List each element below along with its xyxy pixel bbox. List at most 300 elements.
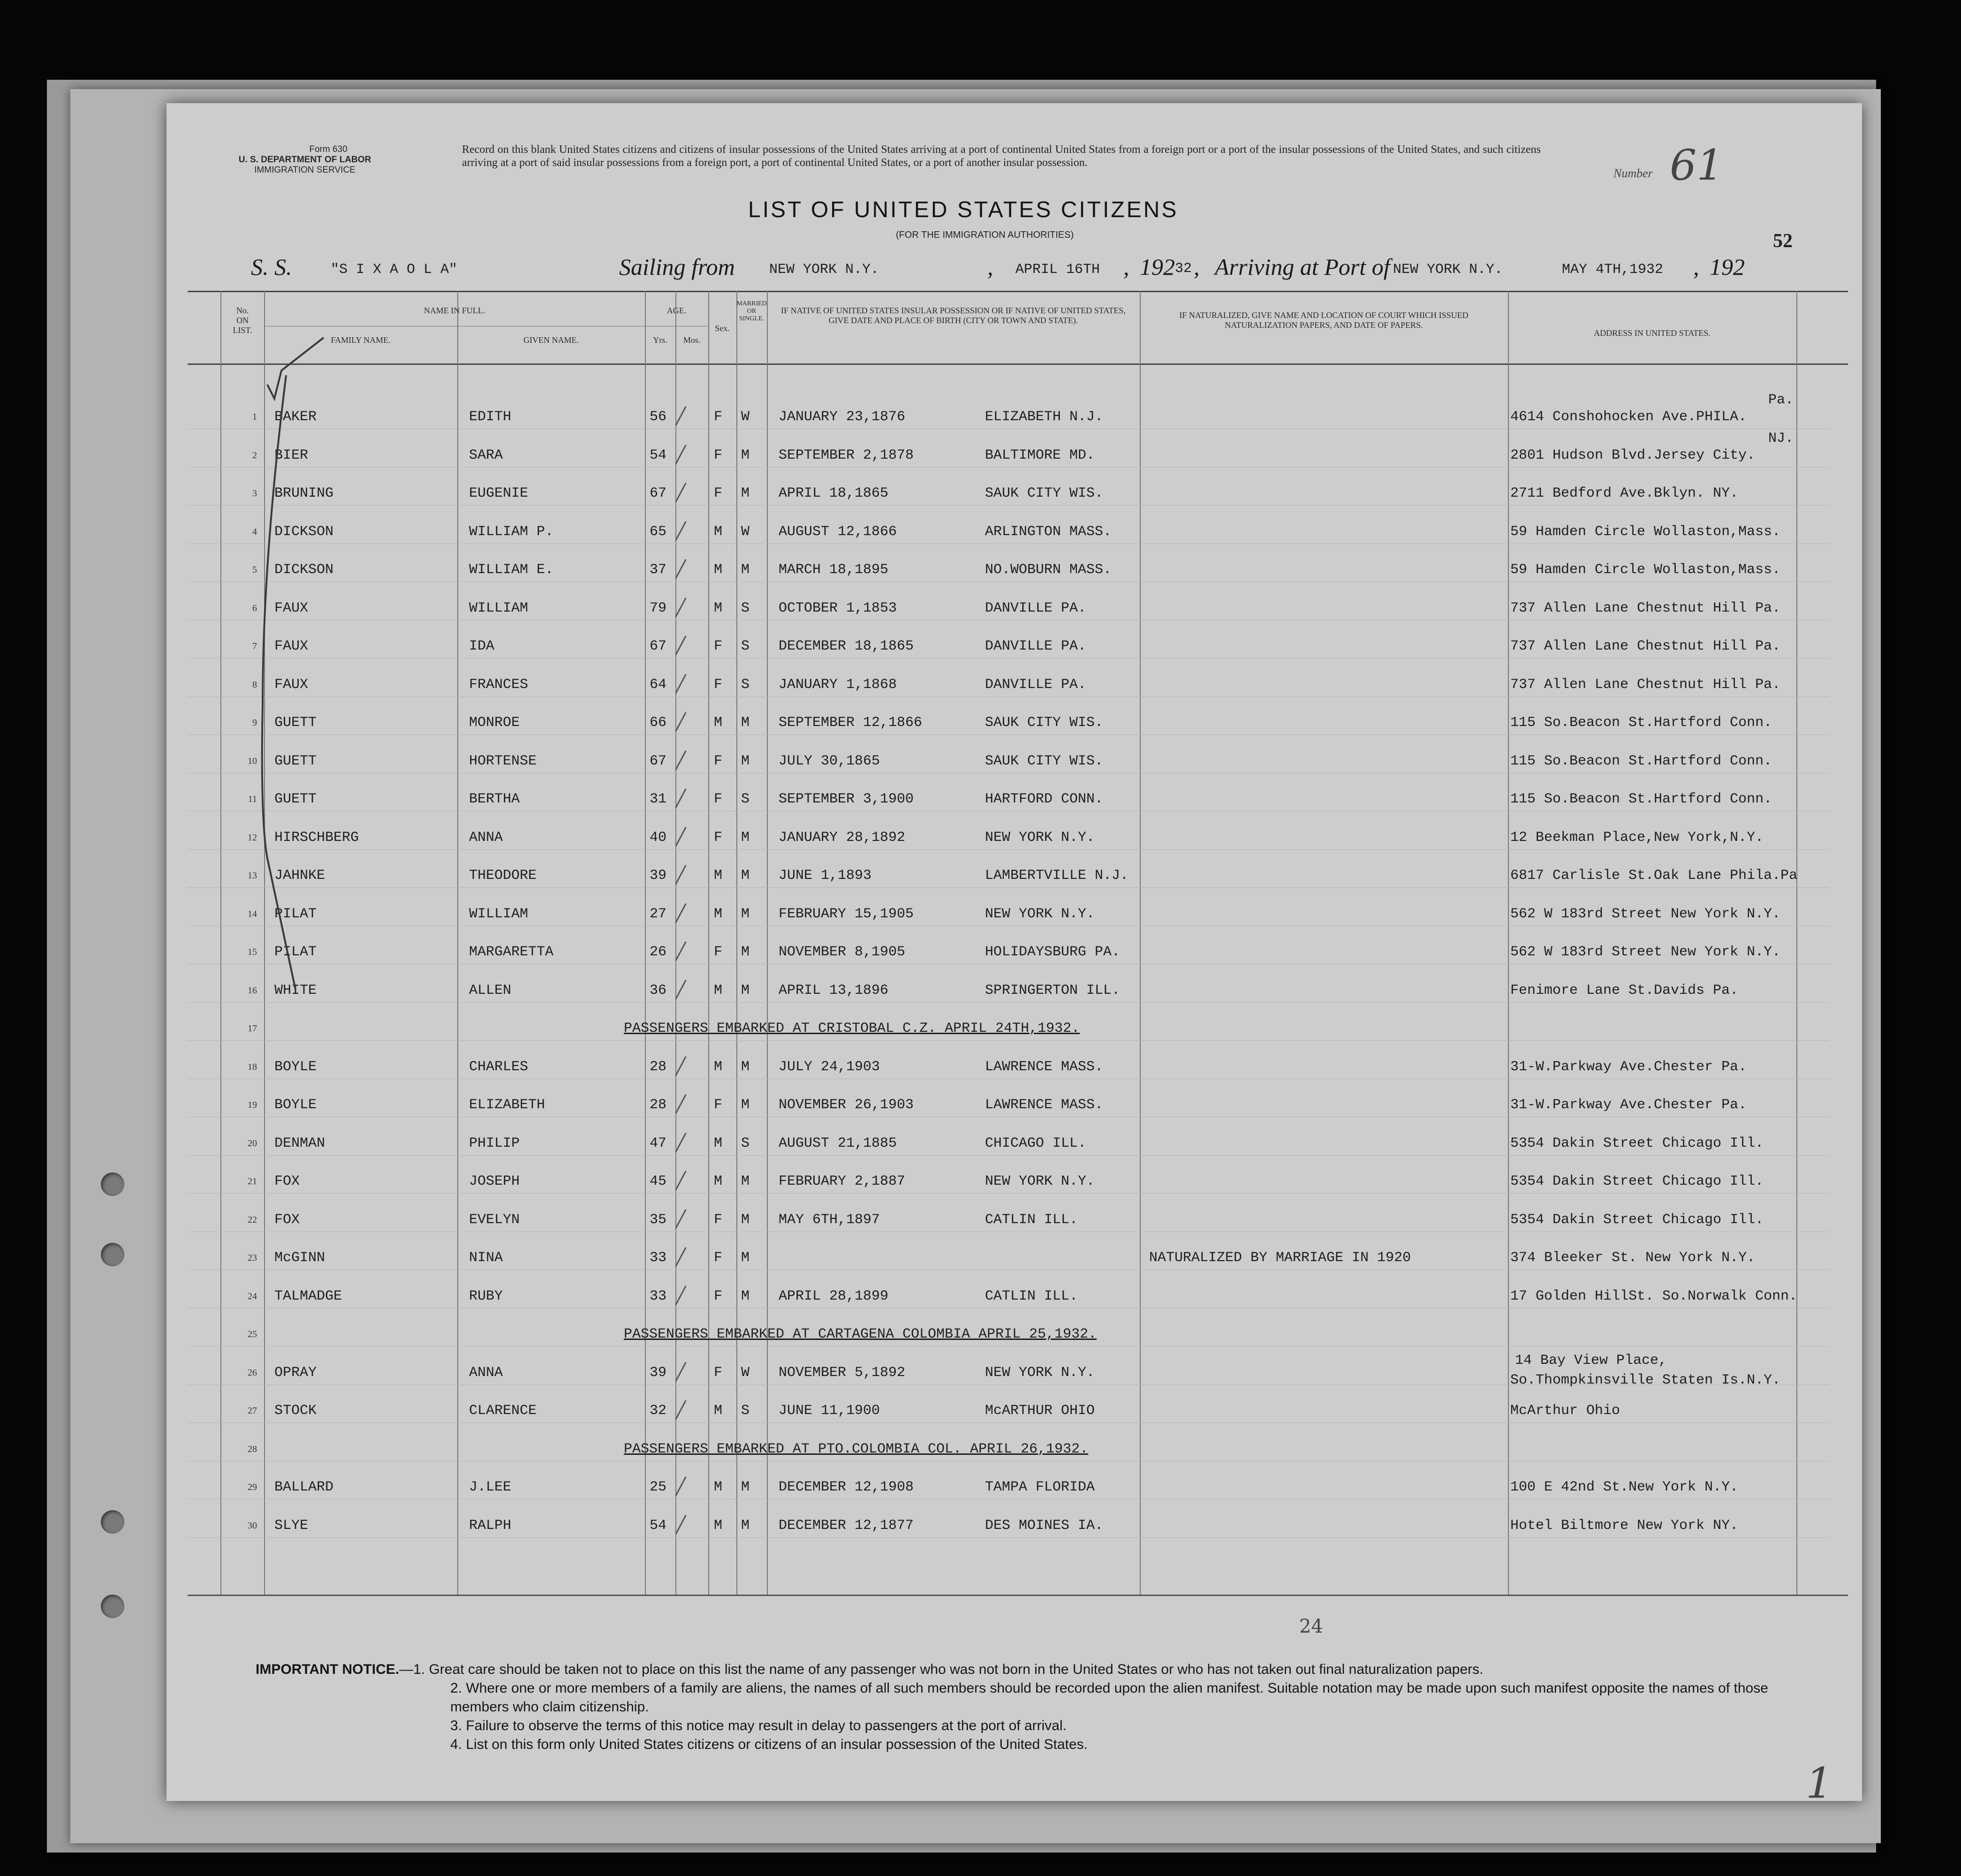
col-rule (1140, 291, 1141, 1595)
marital-status: M (741, 1173, 750, 1189)
row-number: 5 (252, 565, 257, 575)
arriving-label: Arriving at Port of (1215, 254, 1390, 280)
notice-text: —1. Great care should be taken not to place on this list the name of any passenger who was not born in the United States or who has not taken out final naturalization papers. (399, 1662, 1484, 1677)
given-name: EDITH (469, 409, 512, 425)
arriving-port: NEW YORK N.Y. (1393, 262, 1503, 278)
marital-status: M (741, 1211, 750, 1228)
notice-item: 3. Failure to observe the terms of this notice may result in delay to passengers at the port of arrival. (450, 1718, 1067, 1733)
birth-date: APRIL 18,1865 (779, 485, 889, 501)
sex: F (714, 753, 723, 769)
sailing-label: Sailing from (619, 254, 735, 280)
row-number: 18 (248, 1061, 257, 1072)
birth-date: FEBRUARY 15,1905 (779, 906, 914, 922)
row-rule (188, 1155, 1829, 1156)
marital-status: M (741, 1250, 750, 1266)
family-name: BRUNING (274, 485, 334, 501)
birth-place: SAUK CITY WIS. (985, 485, 1104, 501)
age-years: 26 (650, 944, 667, 960)
marital-status: M (741, 1517, 750, 1534)
age-years: 33 (650, 1250, 667, 1266)
family-name: FAUX (274, 638, 309, 654)
page-title: LIST OF UNITED STATES CITIZENS (748, 197, 1179, 222)
address: 100 E 42nd St.New York N.Y. (1510, 1479, 1739, 1495)
family-name: GUETT (274, 715, 317, 731)
table-top-rule (188, 291, 1848, 292)
birth-place: DANVILLE PA. (985, 638, 1087, 654)
birth-place: DES MOINES IA. (985, 1517, 1104, 1534)
sex: F (714, 1097, 723, 1113)
notice-item: 4. List on this form only United States citizens or citizens of an insular possession of the United States. (450, 1737, 1088, 1752)
family-name: PILAT (274, 944, 317, 960)
family-name: BAKER (274, 409, 317, 425)
row-number: 29 (248, 1482, 257, 1492)
row-number: 13 (248, 870, 257, 881)
age-years: 25 (650, 1479, 667, 1495)
binder-hole (101, 1172, 124, 1196)
birth-date: DECEMBER 18,1865 (779, 638, 914, 654)
family-name: BOYLE (274, 1097, 317, 1113)
row-number: 15 (248, 947, 257, 957)
birth-date: JULY 30,1865 (779, 753, 880, 769)
address: 737 Allen Lane Chestnut Hill Pa. (1510, 600, 1781, 616)
sex: M (714, 868, 723, 884)
given-name: HORTENSE (469, 753, 537, 769)
row-rule (188, 734, 1829, 735)
age-years: 67 (650, 485, 667, 501)
department: U. S. DEPARTMENT OF LABOR (238, 155, 371, 165)
comma-1: , (987, 254, 993, 280)
row-rule (188, 1040, 1829, 1041)
birth-date: JANUARY 23,1876 (779, 409, 906, 425)
header-age: AGE. (666, 306, 687, 315)
age-years: 64 (650, 676, 667, 693)
col-rule (1508, 291, 1509, 1595)
given-name: EVELYN (469, 1211, 520, 1228)
header-yrs: Yrs. (653, 335, 667, 345)
row-number: 16 (248, 985, 257, 996)
family-name: FOX (274, 1173, 300, 1189)
row-number: 21 (248, 1176, 257, 1187)
age-years: 47 (650, 1135, 667, 1151)
family-name: FAUX (274, 676, 309, 693)
header-mos: Mos. (683, 335, 701, 345)
col-rule (708, 291, 709, 1595)
row-number: 22 (248, 1214, 257, 1225)
address: 17 Golden HillSt. So.Norwalk Conn. (1510, 1288, 1798, 1304)
address-line-1: 14 Bay View Place, (1515, 1352, 1667, 1369)
family-name: FAUX (274, 600, 309, 616)
birth-date: JUNE 1,1893 (779, 868, 872, 884)
col-rule (645, 291, 646, 1595)
age-years: 67 (650, 753, 667, 769)
table-bottom-rule (188, 1595, 1848, 1596)
birth-place: HARTFORD CONN. (985, 791, 1104, 807)
number-label: Number (1613, 166, 1653, 180)
address: 2711 Bedford Ave.Bklyn. NY. (1510, 485, 1739, 501)
sex: M (714, 1479, 723, 1495)
given-name: ANNA (469, 829, 503, 846)
age-years: 33 (650, 1288, 667, 1304)
birth-place: TAMPA FLORIDA (985, 1479, 1095, 1495)
given-name: MONROE (469, 715, 520, 731)
birth-date: NOVEMBER 26,1903 (779, 1097, 914, 1113)
sex: F (714, 1211, 723, 1228)
family-name: JAHNKE (274, 868, 326, 884)
family-name: WHITE (274, 982, 317, 999)
given-name: FRANCES (469, 676, 529, 693)
marital-status: M (741, 447, 750, 463)
binder-hole (101, 1595, 124, 1618)
birth-date: NOVEMBER 8,1905 (779, 944, 906, 960)
birth-place: LAWRENCE MASS. (985, 1097, 1104, 1113)
address: 115 So.Beacon St.Hartford Conn. (1510, 791, 1772, 807)
comma-2: , (1123, 254, 1129, 280)
row-number: 7 (252, 641, 257, 651)
row-rule (188, 1422, 1829, 1423)
sex: F (714, 447, 723, 463)
form-number: Form 630 (309, 144, 348, 154)
given-name: WILLIAM P. (469, 523, 554, 540)
address: 5354 Dakin Street Chicago Ill. (1510, 1173, 1764, 1189)
instructions: Record on this blank United States citizens and citizens of insular possessions of the United States arriving at a port of continental United States from a foreign port or a port of the insular possessions of the United States, and such citizens arriving at a port of said insular possessions from a foreign port, a port of continental United States, or a port of another insular possession. (462, 144, 1541, 169)
birth-place: LAWRENCE MASS. (985, 1059, 1104, 1075)
age-years: 79 (650, 600, 667, 616)
important-notice (256, 1660, 1803, 1754)
birth-place: NEW YORK N.Y. (985, 1173, 1095, 1189)
comma-3: , (1194, 254, 1200, 280)
address: 6817 Carlisle St.Oak Lane Phila.Pa (1510, 868, 1798, 884)
address: So.Thompkinsville Staten Is.N.Y. (1510, 1372, 1781, 1388)
service: IMMIGRATION SERVICE (254, 165, 356, 175)
passenger-count: 24 (1299, 1616, 1323, 1637)
age-years: 67 (650, 638, 667, 654)
marital-status: M (741, 1059, 750, 1075)
notice-heading: IMPORTANT NOTICE. (256, 1662, 400, 1677)
sex: M (714, 1059, 723, 1075)
age-years: 28 (650, 1059, 667, 1075)
given-name: CLARENCE (469, 1403, 537, 1419)
given-name: RALPH (469, 1517, 512, 1534)
age-years: 31 (650, 791, 667, 807)
given-name: WILLIAM (469, 906, 529, 922)
family-name: GUETT (274, 753, 317, 769)
marital-status: W (741, 523, 750, 540)
family-name: DENMAN (274, 1135, 326, 1151)
col-rule (767, 291, 768, 1595)
given-name: RUBY (469, 1288, 503, 1304)
section-heading: PASSENGERS EMBARKED AT CARTAGENA COLOMBIA APRIL 25,1932. (624, 1326, 1097, 1342)
marital-status: M (741, 868, 750, 884)
age-years: 37 (650, 562, 667, 578)
birth-date: DECEMBER 12,1908 (779, 1479, 914, 1495)
sex: M (714, 523, 723, 540)
row-rule (188, 467, 1829, 468)
sex: F (714, 485, 723, 501)
birth-place: ELIZABETH N.J. (985, 409, 1104, 425)
row-number: 17 (248, 1023, 257, 1034)
birth-date: JANUARY 28,1892 (779, 829, 906, 846)
address: 562 W 183rd Street New York N.Y. (1510, 906, 1781, 922)
age-years: 40 (650, 829, 667, 846)
birth-place: DANVILLE PA. (985, 676, 1087, 693)
address: Fenimore Lane St.Davids Pa. (1510, 982, 1739, 999)
check-mark (253, 328, 347, 1008)
notice-item: 2. Where one or more members of a family are aliens, the names of all such members should be recorded upon the alien manifest. Suitable notation may be made upon such manifest opposite the names of those members who claim citizenship. (450, 1680, 1768, 1715)
given-name: WILLIAM (469, 600, 529, 616)
age-years: 39 (650, 868, 667, 884)
age-years: 27 (650, 906, 667, 922)
marital-status: M (741, 715, 750, 731)
family-name: GUETT (274, 791, 317, 807)
header-naturalized: IF NATURALIZED, GIVE NAME AND LOCATION OF COURT WHICH ISSUED NATURALIZATION PAPERS, AND DATE OF PAPERS. (1179, 310, 1469, 330)
sex: M (714, 1403, 723, 1419)
address: 115 So.Beacon St.Hartford Conn. (1510, 753, 1772, 769)
birth-date: MAY 6TH,1897 (779, 1211, 880, 1228)
address: 31-W.Parkway Ave.Chester Pa. (1510, 1097, 1747, 1113)
row-number: 9 (252, 718, 257, 728)
birth-date: AUGUST 21,1885 (779, 1135, 897, 1151)
sailing-from: NEW YORK N.Y. (769, 262, 879, 278)
birth-place: LAMBERTVILLE N.J. (985, 868, 1129, 884)
birth-date: FEBRUARY 2,1887 (779, 1173, 906, 1189)
marital-status: S (741, 638, 750, 654)
header-bottom-rule (188, 363, 1848, 365)
age-years: 54 (650, 1517, 667, 1534)
birth-date: APRIL 28,1899 (779, 1288, 889, 1304)
marital-status: S (741, 1403, 750, 1419)
year-prefix-2: 192 (1710, 254, 1745, 280)
marital-status: M (741, 753, 750, 769)
age-years: 65 (650, 523, 667, 540)
sex: M (714, 600, 723, 616)
col-rule (220, 291, 221, 1595)
age-years: 36 (650, 982, 667, 999)
age-years: 35 (650, 1211, 667, 1228)
header-name-in-full: NAME IN FULL. (424, 306, 485, 315)
marital-status: W (741, 1364, 750, 1381)
row-rule (188, 849, 1829, 850)
section-heading: PASSENGERS EMBARKED AT PTO.COLOMBIA COL. APRIL 26,1932. (624, 1441, 1089, 1457)
address: 5354 Dakin Street Chicago Ill. (1510, 1135, 1764, 1151)
row-number: 30 (248, 1520, 257, 1531)
age-years: 45 (650, 1173, 667, 1189)
sex: F (714, 676, 723, 693)
row-number: 19 (248, 1100, 257, 1110)
address-line-1: NJ. (1768, 430, 1794, 446)
marital-status: S (741, 600, 750, 616)
birth-date: JANUARY 1,1868 (779, 676, 897, 693)
birth-date: JUNE 11,1900 (779, 1403, 880, 1419)
row-number: 23 (248, 1253, 257, 1263)
row-number: 10 (248, 756, 257, 766)
marital-status: M (741, 1097, 750, 1113)
binder-hole (101, 1510, 124, 1534)
given-name: BERTHA (469, 791, 520, 807)
col-rule (457, 291, 458, 1595)
marital-status: M (741, 982, 750, 999)
family-name: HIRSCHBERG (274, 829, 359, 846)
birth-place: SAUK CITY WIS. (985, 753, 1104, 769)
header-given-name: GIVEN NAME. (523, 335, 579, 345)
sex: M (714, 562, 723, 578)
sex: M (714, 1173, 723, 1189)
sailing-date: APRIL 16TH (1015, 262, 1100, 278)
birth-place: CATLIN ILL. (985, 1211, 1078, 1228)
row-number: 24 (248, 1291, 257, 1301)
naturalization: NATURALIZED BY MARRIAGE IN 1920 (1149, 1250, 1411, 1266)
row-rule (188, 887, 1829, 888)
row-number: 4 (252, 526, 257, 537)
row-number: 28 (248, 1444, 257, 1454)
family-name: STOCK (274, 1403, 317, 1419)
address: 115 So.Beacon St.Hartford Conn. (1510, 715, 1772, 731)
family-name: DICKSON (274, 562, 334, 578)
marital-status: S (741, 1135, 750, 1151)
family-name: SLYE (274, 1517, 309, 1534)
header-sex: Sex. (715, 324, 730, 333)
number-value: 61 (1670, 141, 1724, 190)
birth-place: HOLIDAYSBURG PA. (985, 944, 1121, 960)
birth-place: ARLINGTON MASS. (985, 523, 1112, 540)
row-number: 12 (248, 832, 257, 843)
sex: M (714, 1135, 723, 1151)
row-number: 3 (252, 488, 257, 499)
birth-place: BALTIMORE MD. (985, 447, 1095, 463)
row-rule (188, 505, 1829, 506)
comma-4: , (1693, 254, 1699, 280)
marital-status: W (741, 409, 750, 425)
address: McArthur Ohio (1510, 1403, 1620, 1419)
birth-place: NEW YORK N.Y. (985, 906, 1095, 922)
birth-date: SEPTEMBER 2,1878 (779, 447, 914, 463)
birth-place: NEW YORK N.Y. (985, 829, 1095, 846)
sex: M (714, 715, 723, 731)
given-name: NINA (469, 1250, 503, 1266)
birth-place: DANVILLE PA. (985, 600, 1087, 616)
address: 562 W 183rd Street New York N.Y. (1510, 944, 1781, 960)
family-name: OPRAY (274, 1364, 317, 1381)
row-rule (188, 696, 1829, 697)
sex: F (714, 1250, 723, 1266)
given-name: IDA (469, 638, 495, 654)
age-years: 56 (650, 409, 667, 425)
sex: F (714, 791, 723, 807)
birth-date: SEPTEMBER 3,1900 (779, 791, 914, 807)
sex: M (714, 982, 723, 999)
marital-status: M (741, 562, 750, 578)
marital-status: M (741, 906, 750, 922)
address: 31-W.Parkway Ave.Chester Pa. (1510, 1059, 1747, 1075)
given-name: EUGENIE (469, 485, 529, 501)
row-rule (188, 1002, 1829, 1003)
sex: F (714, 1288, 723, 1304)
notice-item (256, 1660, 1803, 1679)
given-name: MARGARETTA (469, 944, 554, 960)
row-rule (188, 1193, 1829, 1194)
col-rule (1796, 291, 1797, 1595)
sex: M (714, 906, 723, 922)
family-name: DICKSON (274, 523, 334, 540)
row-number: 20 (248, 1138, 257, 1149)
family-name: BALLARD (274, 1479, 334, 1495)
address: 4614 Conshohocken Ave.PHILA. (1510, 409, 1747, 425)
birth-place: CATLIN ILL. (985, 1288, 1078, 1304)
address: 12 Beekman Place,New York,N.Y. (1510, 829, 1764, 846)
header-address: ADDRESS IN UNITED STATES. (1594, 328, 1711, 338)
arrival-date: MAY 4TH,1932 (1562, 262, 1664, 278)
col-rule (675, 291, 676, 1595)
row-number: 14 (248, 908, 257, 919)
row-rule (188, 1537, 1829, 1538)
ship-name: "S I X A O L A" (331, 262, 458, 278)
given-name: THEODORE (469, 868, 537, 884)
binder-hole (101, 1243, 124, 1266)
birth-date: NOVEMBER 5,1892 (779, 1364, 906, 1381)
given-name: CHARLES (469, 1059, 529, 1075)
sex: F (714, 829, 723, 846)
birth-date: DECEMBER 12,1877 (779, 1517, 914, 1534)
sex: M (714, 1517, 723, 1534)
row-number: 1 (252, 412, 257, 422)
given-name: SARA (469, 447, 503, 463)
corner-mark: 1 (1806, 1759, 1833, 1808)
sex: F (714, 638, 723, 654)
ss-label: S. S. (251, 254, 292, 280)
birth-place: NO.WOBURN MASS. (985, 562, 1112, 578)
family-name: BOYLE (274, 1059, 317, 1075)
address: 59 Hamden Circle Wollaston,Mass. (1510, 562, 1781, 578)
birth-date: JULY 24,1903 (779, 1059, 880, 1075)
birth-place: SAUK CITY WIS. (985, 715, 1104, 731)
year-prefix-1: 192 (1140, 254, 1175, 280)
age-years: 32 (650, 1403, 667, 1419)
row-number: 25 (248, 1329, 257, 1339)
address: 59 Hamden Circle Wollaston,Mass. (1510, 523, 1781, 540)
age-years: 66 (650, 715, 667, 731)
row-number: 27 (248, 1406, 257, 1416)
row-number: 8 (252, 679, 257, 690)
birth-date: MARCH 18,1895 (779, 562, 889, 578)
section-heading: PASSENGERS EMBARKED AT CRISTOBAL C.Z. APRIL 24TH,1932. (624, 1021, 1080, 1036)
address: 374 Bleeker St. New York N.Y. (1510, 1250, 1756, 1266)
birth-place: SPRINGERTON ILL. (985, 982, 1121, 999)
family-name: McGINN (274, 1250, 326, 1266)
row-number: 11 (248, 794, 257, 804)
age-years: 54 (650, 447, 667, 463)
family-name: FOX (274, 1211, 300, 1228)
family-name: TALMADGE (274, 1288, 342, 1304)
sex: F (714, 409, 723, 425)
marital-status: M (741, 829, 750, 846)
address: 2801 Hudson Blvd.Jersey City. (1510, 447, 1756, 463)
address-line-1: Pa. (1768, 392, 1794, 408)
sex: F (714, 1364, 723, 1381)
age-years: 39 (650, 1364, 667, 1381)
address: 737 Allen Lane Chestnut Hill Pa. (1510, 638, 1781, 654)
marital-status: S (741, 791, 750, 807)
given-name: JOSEPH (469, 1173, 520, 1189)
row-rule (188, 1308, 1829, 1309)
header-birth: IF NATIVE OF UNITED STATES INSULAR POSSESSION OR IF NATIVE OF UNITED STATES, GIVE DATE AND PLACE OF BIRTH (CITY OR TOWN AND STATE). (781, 306, 1126, 325)
marital-status: S (741, 676, 750, 693)
given-name: ANNA (469, 1364, 503, 1381)
header-family-name: FAMILY NAME. (331, 335, 391, 345)
family-name: PILAT (274, 906, 317, 922)
given-name: ELIZABETH (469, 1097, 545, 1113)
birth-date: SEPTEMBER 12,1866 (779, 715, 923, 731)
address: Hotel Biltmore New York NY. (1510, 1517, 1739, 1534)
header-no: No. ON LIST. (233, 306, 252, 335)
